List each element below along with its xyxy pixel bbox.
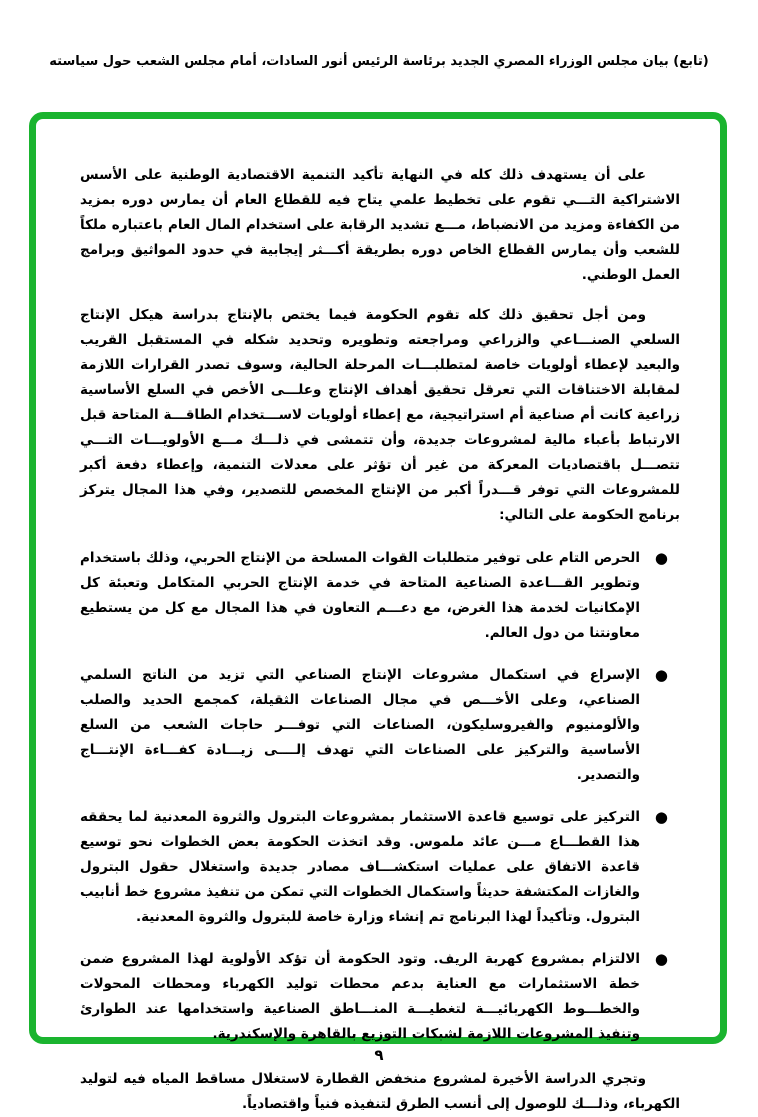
bullet-icon: ● [654,666,668,684]
paragraph-closing: وتجري الدراسة الأخيرة لمشروع منخفض القطارة لاستغلال مساقط المياه فيه لتوليد الكهرباء، وذلـــك للوصول إلى أنسب الطرق لتنفيذه فنياً واقتصادياً. [80,1071,680,1112]
bullet-icon: ● [654,808,668,826]
document-body [36,119,720,1117]
bullet-text-industrial-projects: الإسراع في استكمال مشروعات الإنتاج الصناعي التي تزيد من الناتج السلمي الصناعي، وعلى الأخـــص في مجال الصناعات الثقيلة، كمجمع الحديد والصلب والألومنيوم والفيروسليكون، الصناعات التي توفـــر حاجات الشعب من السلع الأساسية والتركيز على الصناعات التي تهدف إلــــى زيـــادة كفـــاءة الإنتـــاج والتصدير. [80,667,640,783]
bullet-icon: ● [654,549,668,567]
bullet-item [80,947,680,1047]
paragraph-program: ومن أجل تحقيق ذلك كله تقوم الحكومة فيما يختص بالإنتاج بدراسة هيكل الإنتاج السلعي الصنـــاعي والزراعي ومراجعته وتطويره وتحديد شكله في المستقبل القريب والبعيد لإعطاء أولويات خاصة لمتطلبـــات المرحلة الحالية، وسوف تصدر القرارات اللازمة لمقابلة الاختناقات التي تعرقل تحقيق أهداف الإنتاج وعلـــى الأخص في السلع الأساسية زراعية كانت أم صناعية أم استراتيجية، مع إعطاء أولويات لاســـتخدام الطاقـــة المتاحة قبل الارتباط بأعباء مالية لمشروعات جديدة، وأن تتمشى في ذلـــك مـــع الأولويـــات التـــي تتصـــل باقتصاديات المعركة من غير أن تؤثر على معدلات التنمية، وإعطاء دفعة أكبر للمشروعات التي توفر قـــدراً أكبر من الإنتاج المخصص للتصدير، وفي هذا المجال يتركز برنامج الحكومة على التالي: [80,307,680,523]
page-number: ٩ [374,1046,384,1064]
bullet-text-rural-electrification: الالتزام بمشروع كهربة الريف. وتود الحكومة أن تؤكد الأولوية لهذا المشروع ضمن خطة الاستثمارات مع العناية بدعم محطات توليد الكهرباء ومحطات المحولات والخطـــوط الكهربائيـــة لتغطيـــة المنـــاطق الصناعية واستخدامها عند الطوارئ وتنفيذ المشروعات اللازمة لشبكات التوزيع بالقاهرة والإسكندرية. [80,951,640,1042]
bullet-text-petroleum-investment: التركيز على توسيع قاعدة الاستثمار بمشروعات البترول والثروة المعدنية لما يحققه هذا القطـــاع مـــن عائد ملموس. وقد اتخذت الحكومة بعض الخطوات نحو توسيع قاعدة الاتفاق على عمليات استكشـــاف مصادر جديدة واستغلال حقول البترول والغازات المكتشفة حديثاً واستكمال الخطوات التي تمكن من تنفيذ مشروع خط أنابيب البترول. وتأكيداً لهذا البرنامج تم إنشاء وزارة خاصة للبترول والثروة المعدنية. [80,809,640,925]
bullet-text-military-production: الحرص التام على توفير متطلبات القوات المسلحة من الإنتاج الحربي، وذلك باستخدام وتطوير القـــاعدة الصناعية المتاحة في خدمة الإنتاج الحربي المتكامل وتعبئة كل الإمكانيات لخدمة هذا الغرض، مع دعـــم التعاون في هذا المجال مع كل من يستطيع معاونتنا من دول العالم. [80,550,640,641]
bullet-item [80,805,680,930]
bullet-item [80,663,680,788]
bullet-item [80,546,680,646]
bullet-list [80,546,680,1047]
content-frame [29,112,727,1112]
paragraph-intro: على أن يستهدف ذلك كله في النهاية تأكيد التنمية الاقتصادية الوطنية على الأسس الاشتراكية التـــي تقوم على تخطيط علمي يتاح فيه للقطاع العام أن يمارس دوره بمزيد من الكفاءة ومزيد من الانضباط، مـــع تشديد الرقابة على استخدام المال العام باعتباره ملكاً للشعب وأن يمارس القطاع الخاص دوره بطريقة أكـــثر إيجابية في حدود المواثيق وبرامج العمل الوطني. [80,167,680,283]
document-header-title: (تابع) بيان مجلس الوزراء المصري الجديد برئاسة الرئيس أنور السادات، أمام مجلس الشعب حول سياسته [49,54,709,69]
bullet-icon: ● [654,950,668,968]
